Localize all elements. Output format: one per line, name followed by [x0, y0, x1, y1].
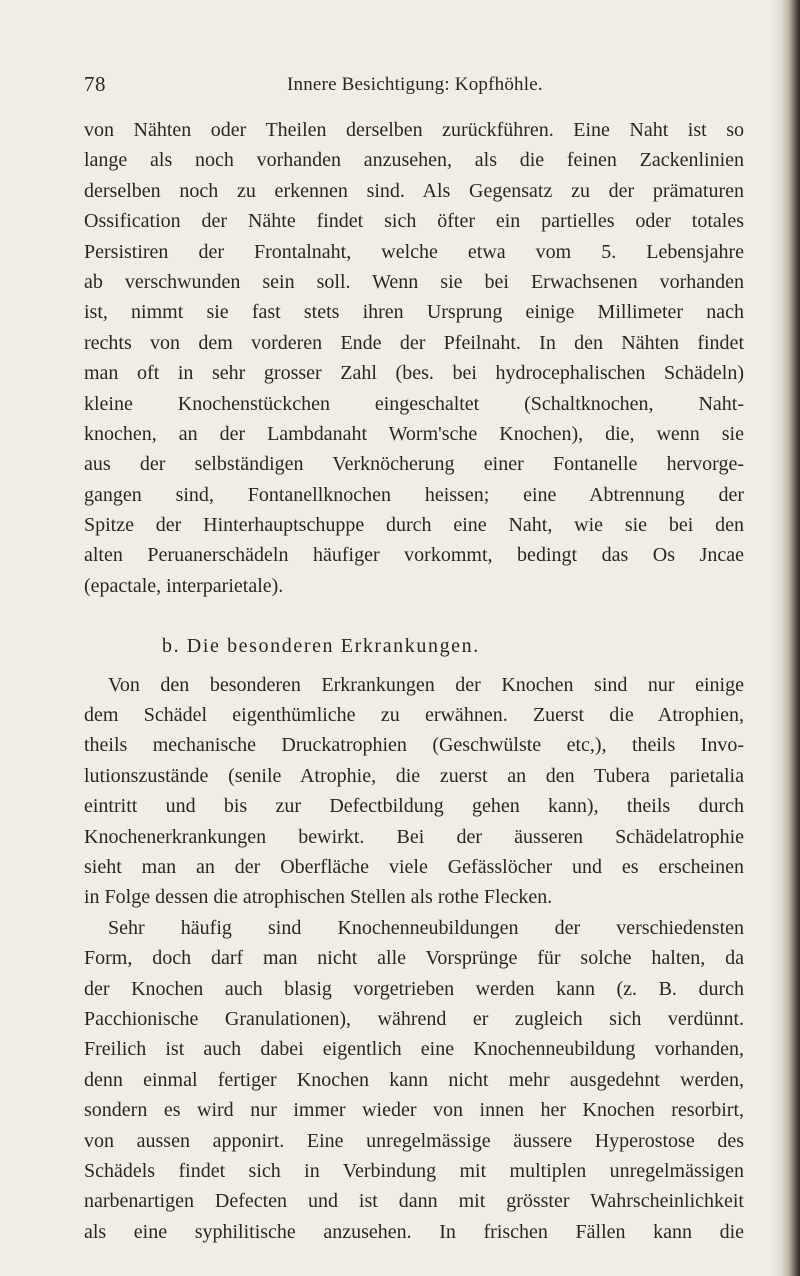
- paragraph-2: [84, 670, 744, 913]
- text-line: aus der selbständigen Verknöcherung einer Fontanelle hervorge-: [84, 453, 744, 476]
- text-line: in Folge dessen die atrophischen Stellen als rothe Flecken.: [84, 886, 553, 909]
- text-line: theils mechanische Druckatrophien (Geschwülste etc,), theils Invo-: [84, 734, 744, 757]
- text-line: Freilich ist auch dabei eigentlich eine Knochenneubildung vorhanden,: [84, 1038, 744, 1061]
- text-line: sieht man an der Oberfläche viele Gefässlöcher und es erscheinen: [84, 855, 744, 878]
- text-line: gangen sind, Fontanellknochen heissen; eine Abtrennung der: [84, 483, 744, 506]
- text-line: narbenartigen Defecten und ist dann mit grösster Wahrscheinlichkeit: [84, 1190, 744, 1213]
- text-line: Sehr häufig sind Knochenneubildungen der verschiedensten: [108, 916, 744, 939]
- page-number: 78: [84, 72, 106, 96]
- text-line: als eine syphilitische anzusehen. In frischen Fällen kann die: [84, 1220, 744, 1243]
- section-spacer: [84, 601, 744, 631]
- text-line: Von den besonderen Erkrankungen der Knochen sind nur einige: [108, 673, 744, 696]
- text-line: Pacchionische Granulationen), während er zugleich sich verdünnt.: [84, 1007, 744, 1030]
- text-line: Form, doch darf man nicht alle Vorsprünge für solche halten, da: [84, 947, 744, 970]
- text-line: dem Schädel eigenthümliche zu erwähnen. Zuerst die Atrophien,: [84, 704, 744, 727]
- running-head: Innere Besichtigung: Kopfhöhle.: [287, 74, 543, 95]
- text-line: sondern es wird nur immer wieder von innen her Knochen resorbirt,: [84, 1099, 744, 1122]
- text-line: von aussen apponirt. Eine unregelmässige äussere Hyperostose des: [84, 1129, 744, 1152]
- page-header: [84, 72, 744, 102]
- text-line: (epactale, interparietale).: [84, 574, 284, 597]
- section-spacer: [84, 662, 744, 670]
- page-edge: [780, 0, 800, 1276]
- text-line: Ossification der Nähte findet sich öfter ein partielles oder totales: [84, 210, 744, 233]
- text-line: denn einmal fertiger Knochen kann nicht mehr ausgedehnt werden,: [84, 1068, 744, 1091]
- text-line: Persistiren der Frontalnaht, welche etwa vom 5. Lebensjahre: [84, 240, 744, 263]
- text-line: derselben noch zu erkennen sind. Als Gegensatz zu der prämaturen: [84, 179, 744, 202]
- text-line: von Nähten oder Theilen derselben zurückführen. Eine Naht ist so: [84, 119, 744, 141]
- paragraph-3: [84, 913, 744, 1247]
- text-line: ab verschwunden sein soll. Wenn sie bei Erwachsenen vorhanden: [84, 270, 744, 293]
- text-line: rechts von dem vorderen Ende der Pfeilnaht. In den Nähten findet: [84, 331, 744, 354]
- text-line: ist, nimmt sie fast stets ihren Ursprung einige Millimeter nach: [84, 301, 744, 324]
- text-line: man oft in sehr grosser Zahl (bes. bei hydrocephalischen Schädeln): [84, 362, 744, 385]
- text-line: Schädels findet sich in Verbindung mit multiplen unregelmässigen: [84, 1159, 744, 1182]
- body-text: [84, 115, 744, 1247]
- section-heading: b. Die besonderen Erkrankungen.: [162, 635, 480, 658]
- text-line: Spitze der Hinterhauptschuppe durch eine Naht, wie sie bei den: [84, 514, 744, 537]
- text-line: knochen, an der Lambdanaht Worm'sche Knochen), die, wenn sie: [84, 422, 744, 445]
- text-line: kleine Knochenstückchen eingeschaltet (Schaltknochen, Naht-: [84, 392, 744, 415]
- paragraph-1: [84, 115, 744, 601]
- text-line: der Knochen auch blasig vorgetrieben werden kann (z. B. durch: [84, 977, 744, 1000]
- text-line: Knochenerkrankungen bewirkt. Bei der äusseren Schädelatrophie: [84, 825, 744, 848]
- text-line: lange als noch vorhanden anzusehen, als die feinen Zackenlinien: [84, 149, 744, 172]
- text-line: lutionszustände (senile Atrophie, die zuerst an den Tubera parietalia: [84, 764, 744, 787]
- text-line: alten Peruanerschädeln häufiger vorkommt, bedingt das Os Jncae: [84, 544, 744, 567]
- text-line: eintritt und bis zur Defectbildung gehen kann), theils durch: [84, 795, 744, 818]
- page-gutter-shadow: [770, 0, 780, 1276]
